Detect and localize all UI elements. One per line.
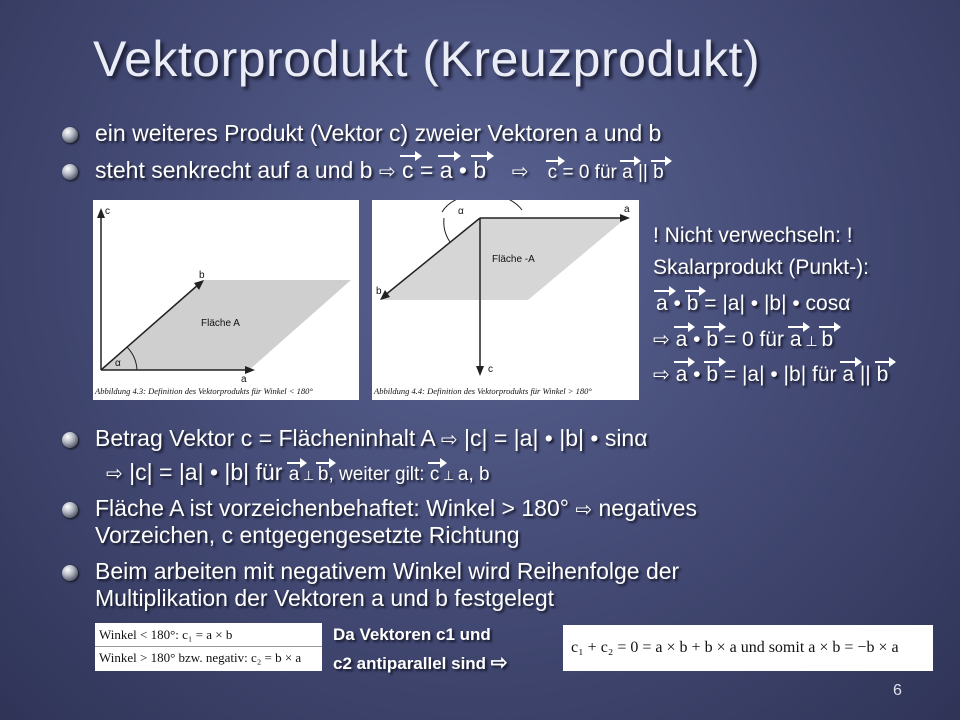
angle-label: α [115, 358, 121, 369]
figure-cross-product-negative [372, 200, 639, 400]
bullet-3-text: Betrag Vektor c = Flächeninhalt A ⇨ |c| = |a| • |b| • sinα [95, 425, 648, 451]
bullet-icon [62, 502, 78, 518]
bullet-4-line-2: Vorzeichen, c entgegengesetzte Richtung [95, 522, 520, 548]
note-line-3: a • b = |a| • |b| • cosα [656, 292, 851, 315]
bullet-4-line-1: Fläche A ist vorzeichenbehaftet: Winkel > 180° ⇨ negatives [95, 495, 697, 521]
arrow-right-icon: ⇨ [378, 161, 396, 183]
antiparallel-text-1: Da Vektoren c1 und [333, 625, 491, 644]
bullet-5-line-1: Beim arbeiten mit negativem Winkel wird Reihenfolge der [95, 558, 680, 584]
axis-c-label: c [488, 364, 493, 375]
arrow-right-icon: ⇨ [575, 499, 593, 521]
axis-b-label: b [199, 270, 205, 281]
figure-2-diagram [372, 200, 639, 400]
axis-b-label: b [376, 286, 382, 297]
area-label: Fläche -A [492, 254, 535, 265]
figure-caption: Abbildung 4.4: Definition des Vektorprodukts für Winkel > 180° [374, 386, 592, 396]
formula-row-1: Winkel < 180°: c₁ = a × b [95, 623, 322, 647]
bullet-3-subline: ⇨ |c| = |a| • |b| für a ⊥ b, weiter gilt: c ⊥ a, b [106, 459, 490, 485]
arrow-right-icon: ⇨ [653, 364, 670, 386]
arrow-right-icon: ⇨ [511, 161, 529, 183]
note-line-2: Skalarprodukt (Punkt-): [653, 256, 869, 279]
arrow-right-icon: ⇨ [106, 463, 123, 485]
figure-cross-product-positive [93, 200, 359, 400]
figure-1-diagram [93, 200, 359, 400]
page-number: 6 [893, 682, 902, 699]
bullet-icon [62, 164, 78, 180]
formula-box-cases [95, 623, 322, 671]
axis-a-label: a [624, 204, 630, 215]
bullet-2-text: steht senkrecht auf a und b ⇨ c = a • b ⇨ c = 0 für a || b [95, 157, 664, 183]
arrow-right-icon: ⇨ [440, 429, 458, 451]
bullet-icon [62, 127, 78, 143]
bullet-icon [62, 565, 78, 581]
slide-title: Vektorprodukt (Kreuzprodukt) [93, 31, 761, 87]
bullet-5-line-2: Multiplikation der Vektoren a und b festgelegt [95, 585, 555, 611]
axis-c-label: c [105, 206, 110, 217]
figure-caption: Abbildung 4.3: Definition des Vektorprodukts für Winkel < 180° [95, 386, 313, 396]
note-line-5: ⇨ a • b = |a| • |b| für a || b [653, 363, 889, 386]
bullet-1-text: ein weiteres Produkt (Vektor c) zweier Vektoren a und b [95, 120, 662, 146]
formula-box-antiparallel: c₁ + c₂ = 0 = a × b + b × a und somit a × b = −b × a [563, 625, 933, 671]
angle-label: α [458, 206, 464, 217]
formula-row-2: Winkel > 180° bzw. negativ: c₂ = b × a [99, 650, 302, 665]
axis-a-label: a [241, 374, 247, 385]
note-line-4: ⇨ a • b = 0 für a ⊥ b [653, 328, 834, 351]
arrow-right-icon: ⇨ [490, 652, 508, 674]
arrow-right-icon: ⇨ [653, 329, 670, 351]
note-line-1: ! Nicht verwechseln: ! [653, 224, 853, 247]
bullet-icon [62, 432, 78, 448]
antiparallel-text-2: c2 antiparallel sind ⇨ [333, 652, 508, 674]
area-label: Fläche A [201, 318, 240, 329]
